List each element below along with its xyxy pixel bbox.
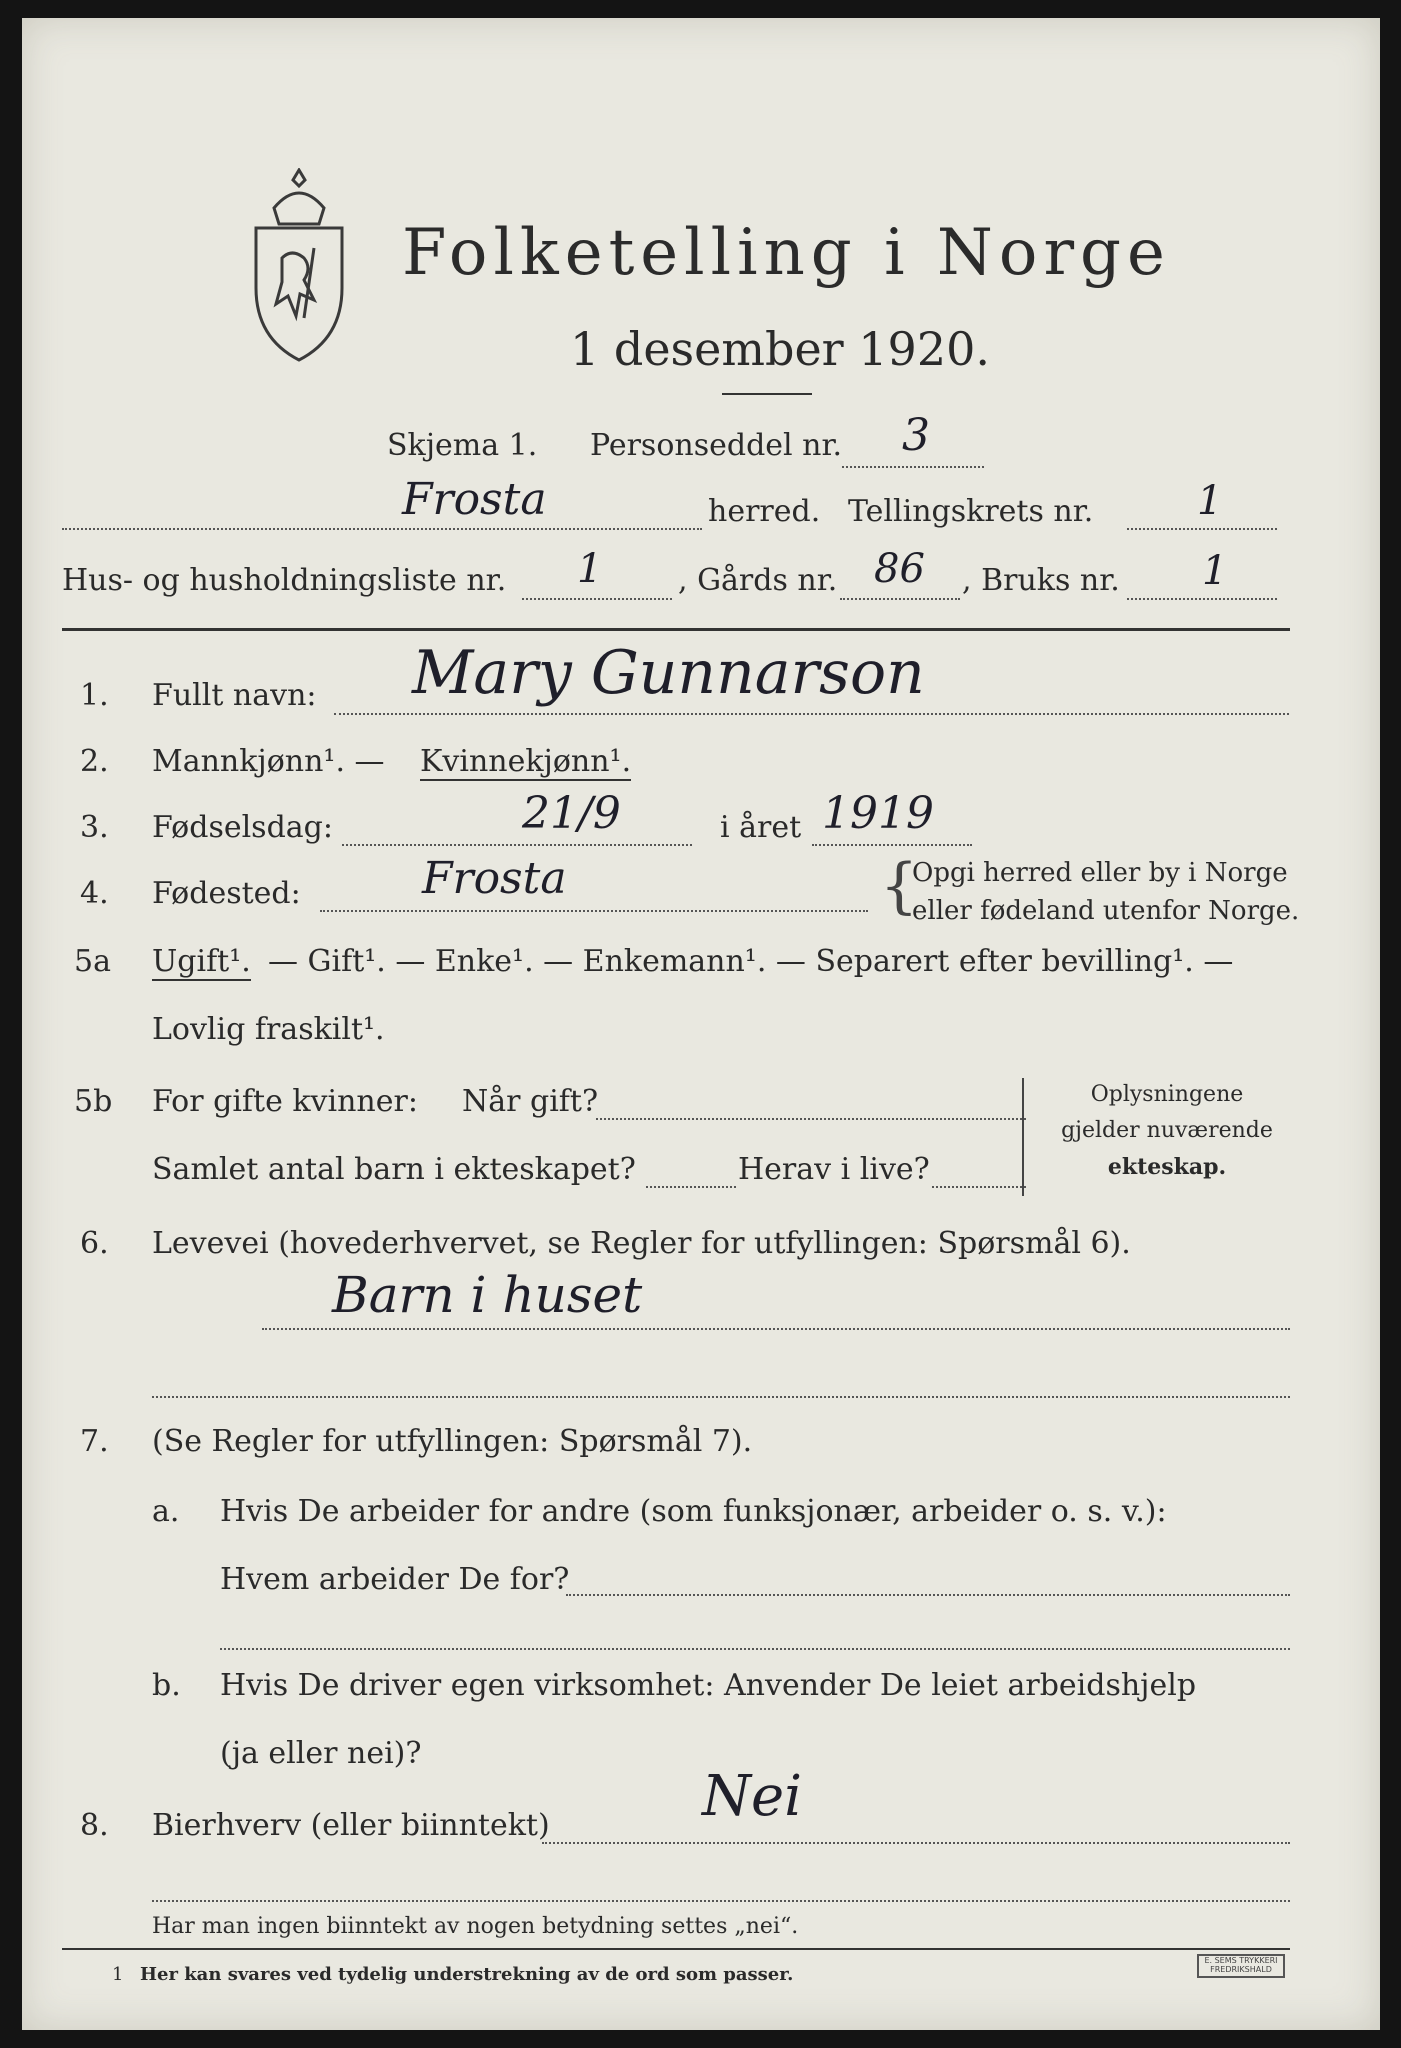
- schema-label: Skjema 1.: [387, 428, 538, 463]
- tellingskrets-label: Tellingskrets nr.: [848, 494, 1094, 529]
- hus-label: Hus- og husholdningsliste nr.: [62, 563, 507, 598]
- q3-line: [342, 844, 692, 846]
- q6-number: 6.: [80, 1226, 109, 1261]
- q5a-options[interactable]: — Gift¹. — Enke¹. — Enkemann¹. — Separert efter bevilling¹. —: [268, 944, 1234, 979]
- q7b-text: Hvis De driver egen virksomhet: Anvender De leiet arbeidshjelp: [220, 1668, 1197, 1703]
- q5b-ilive-line: [932, 1186, 1026, 1188]
- q5a-line2[interactable]: Lovlig fraskilt¹.: [152, 1012, 385, 1047]
- q8-line: [542, 1842, 1290, 1844]
- hus-value[interactable]: 1: [577, 546, 603, 592]
- q7a-text: Hvis De arbeider for andre (som funksjonær, arbeider o. s. v.):: [220, 1494, 1167, 1529]
- q5b-number: 5b: [74, 1084, 113, 1119]
- q5b-barn: Samlet antal barn i ekteskapet?: [152, 1152, 636, 1187]
- q6-value[interactable]: Barn i huset: [332, 1266, 643, 1324]
- gards-label: , Gårds nr.: [678, 563, 838, 598]
- q8-label: Bierhverv (eller biinntekt): [152, 1808, 550, 1843]
- q5b-bracket: [1022, 1078, 1024, 1196]
- footer-note: Har man ingen biinntekt av nogen betydning settes „nei“.: [152, 1914, 799, 1939]
- herred-label: herred.: [708, 494, 821, 529]
- q3-number: 3.: [80, 810, 109, 845]
- q4-note-line2: eller fødeland utenfor Norge.: [912, 896, 1300, 926]
- q3-label: Fødselsdag:: [152, 810, 333, 845]
- tellingskrets-line: [1127, 528, 1277, 530]
- personseddel-label: Personseddel nr.: [590, 428, 843, 463]
- q7-label: (Se Regler for utfyllingen: Spørsmål 7).: [152, 1424, 753, 1459]
- q5b-naar: Når gift?: [462, 1084, 599, 1119]
- q7-number: 7.: [80, 1424, 109, 1459]
- footer-divider: [62, 1948, 1290, 1950]
- personseddel-line: [842, 466, 984, 468]
- norway-coat-of-arms-icon: [244, 168, 354, 368]
- herred-line: [62, 528, 702, 530]
- q7a-line1: [566, 1594, 1290, 1596]
- q2-male[interactable]: Mannkjønn¹. —: [152, 744, 385, 779]
- q7a-question: Hvem arbeider De for?: [220, 1562, 570, 1597]
- personseddel-value[interactable]: 3: [902, 410, 930, 461]
- form-title: Folketelling i Norge: [402, 216, 1171, 290]
- q6-line2: [152, 1396, 1290, 1398]
- q7a-line2: [220, 1648, 1290, 1650]
- q5b-label: For gifte kvinner:: [152, 1084, 418, 1119]
- section-divider: [62, 628, 1290, 631]
- gards-value[interactable]: 86: [874, 546, 925, 592]
- q4-note-line1: Opgi herred eller by i Norge: [912, 858, 1288, 888]
- q3-year-label: i året: [720, 810, 802, 845]
- q5a-number: 5a: [74, 944, 111, 979]
- q8-number: 8.: [80, 1808, 109, 1843]
- bruks-line: [1127, 598, 1277, 600]
- q6-label: Levevei (hovederhvervet, se Regler for utfyllingen: Spørsmål 6).: [152, 1226, 1131, 1261]
- q5b-naar-line: [596, 1118, 1026, 1120]
- bruks-label: , Bruks nr.: [962, 563, 1120, 598]
- form-date: 1 desember 1920.: [570, 322, 990, 376]
- q7b-number: b.: [152, 1668, 181, 1703]
- q4-label: Fødested:: [152, 876, 301, 911]
- q4-value[interactable]: Frosta: [422, 853, 567, 904]
- printer-stamp: E. SEMS TRYKKERI FREDRIKSHALD: [1197, 1954, 1285, 1978]
- q6-line1: [262, 1328, 1290, 1330]
- title-divider: [722, 393, 812, 395]
- q8-line2: [152, 1900, 1290, 1902]
- q2-number: 2.: [80, 744, 109, 779]
- q7a-number: a.: [152, 1494, 180, 1529]
- footnote-number: 1: [112, 1964, 124, 1985]
- q5b-note-line3: ekteskap.: [1107, 1154, 1227, 1180]
- q5b-note-line2: gjelder nuværende: [1061, 1118, 1273, 1143]
- tellingskrets-value[interactable]: 1: [1197, 478, 1223, 524]
- q4-brace: {: [880, 851, 919, 921]
- bruks-value[interactable]: 1: [1202, 548, 1228, 594]
- q3-year-value[interactable]: 1919: [822, 788, 934, 839]
- q5a-ugift[interactable]: Ugift¹.: [152, 944, 251, 979]
- census-form: [22, 18, 1380, 2030]
- q3-year-line: [812, 844, 972, 846]
- q5b-note-line1: Oplysningene: [1090, 1082, 1244, 1107]
- q1-number: 1.: [80, 678, 109, 713]
- footnote-text: Her kan svares ved tydelig understrekning av de ord som passer.: [140, 1964, 794, 1985]
- q5b-barn-line: [646, 1186, 736, 1188]
- hus-line: [522, 598, 672, 600]
- q4-number: 4.: [80, 876, 109, 911]
- q2-female[interactable]: Kvinnekjønn¹.: [420, 744, 632, 779]
- q3-value[interactable]: 21/9: [522, 788, 621, 839]
- q1-line: [334, 713, 1289, 715]
- gards-line: [840, 598, 960, 600]
- q1-label: Fullt navn:: [152, 678, 317, 713]
- herred-value[interactable]: Frosta: [402, 474, 547, 525]
- q8-value[interactable]: Nei: [702, 1764, 803, 1829]
- q1-value[interactable]: Mary Gunnarson: [412, 638, 925, 708]
- q7b-question: (ja eller nei)?: [220, 1736, 422, 1771]
- q5b-ilive: Herav i live?: [738, 1152, 930, 1187]
- q4-line: [320, 910, 868, 912]
